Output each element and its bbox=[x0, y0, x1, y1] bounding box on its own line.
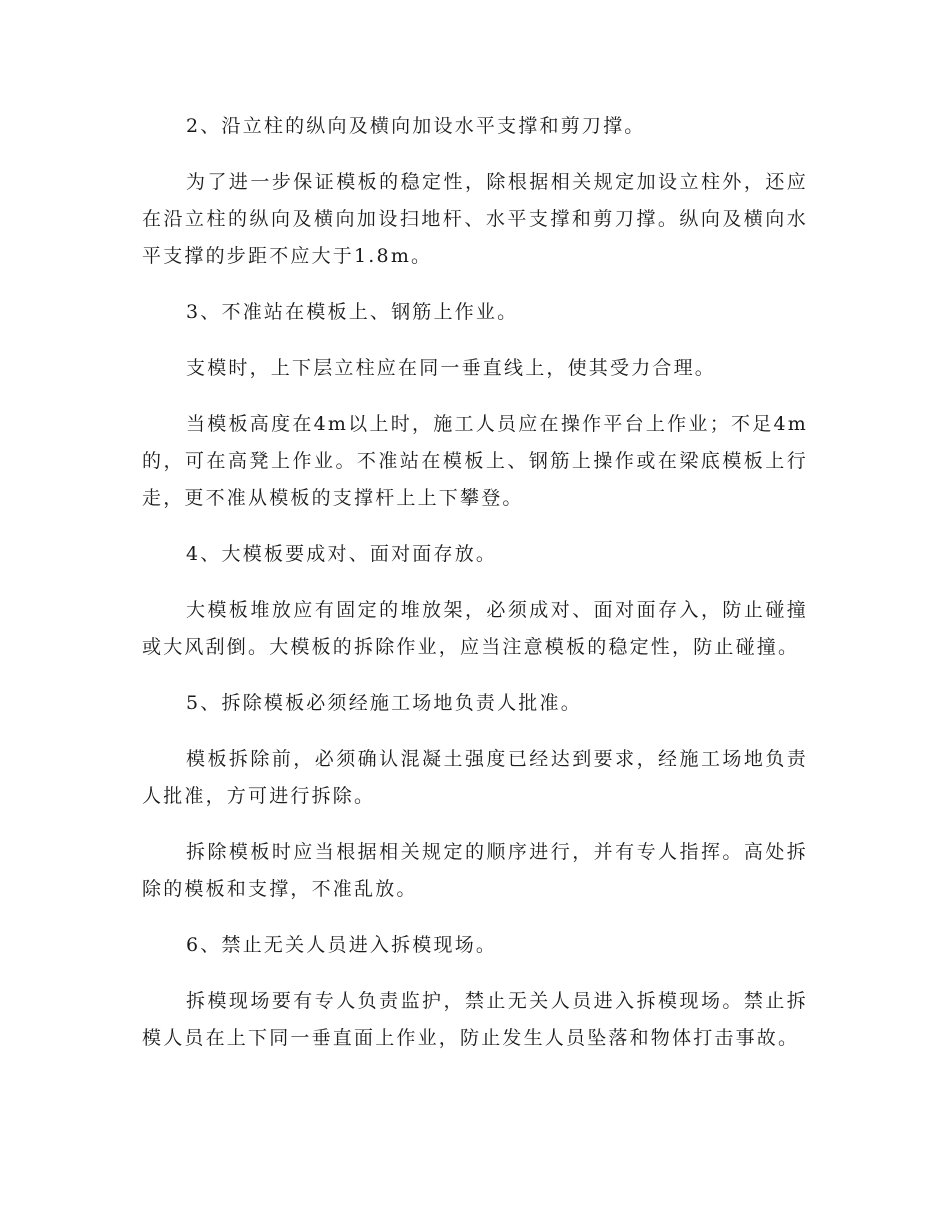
paragraph: 为了进一步保证模板的稳定性，除根据相关规定加设立柱外，还应在沿立柱的纵向及横向加设扫地杆、水平支撑和剪刀撑。纵向及横向水平支撑的步距不应大于1.8m。 bbox=[142, 171, 808, 267]
section-heading-3: 3、不准站在模板上、钢筋上作业。 bbox=[186, 301, 519, 323]
section-heading-2: 2、沿立柱的纵向及横向加设水平支撑和剪刀撑。 bbox=[186, 115, 646, 137]
document-body bbox=[142, 108, 808, 1057]
paragraph: 模板拆除前，必须确认混凝土强度已经达到要求，经施工场地负责人批准，方可进行拆除。 bbox=[142, 748, 808, 807]
section-heading-6: 6、禁止无关人员进入拆模现场。 bbox=[186, 934, 498, 956]
paragraph: 支模时，上下层立柱应在同一垂直线上，使其受力合理。 bbox=[186, 357, 717, 379]
paragraph: 拆除模板时应当根据相关规定的顺序进行，并有专人指挥。高处拆除的模板和支撑，不准乱放。 bbox=[142, 841, 808, 900]
section-heading-5: 5、拆除模板必须经施工场地负责人批准。 bbox=[186, 692, 582, 714]
paragraph: 拆模现场要有专人负责监护，禁止无关人员进入拆模现场。禁止拆模人员在上下同一垂直面上作业，防止发生人员坠落和物体打击事故。 bbox=[142, 990, 808, 1049]
section-heading-4: 4、大模板要成对、面对面存放。 bbox=[186, 543, 498, 565]
paragraph: 大模板堆放应有固定的堆放架，必须成对、面对面存入，防止碰撞或大风刮倒。大模板的拆除作业，应当注意模板的稳定性，防止碰撞。 bbox=[142, 599, 808, 658]
paragraph: 当模板高度在4m以上时，施工人员应在操作平台上作业；不足4m的，可在高凳上作业。不准站在模板上、钢筋上操作或在梁底模板上行走，更不准从模板的支撑杆上上下攀登。 bbox=[142, 413, 808, 509]
